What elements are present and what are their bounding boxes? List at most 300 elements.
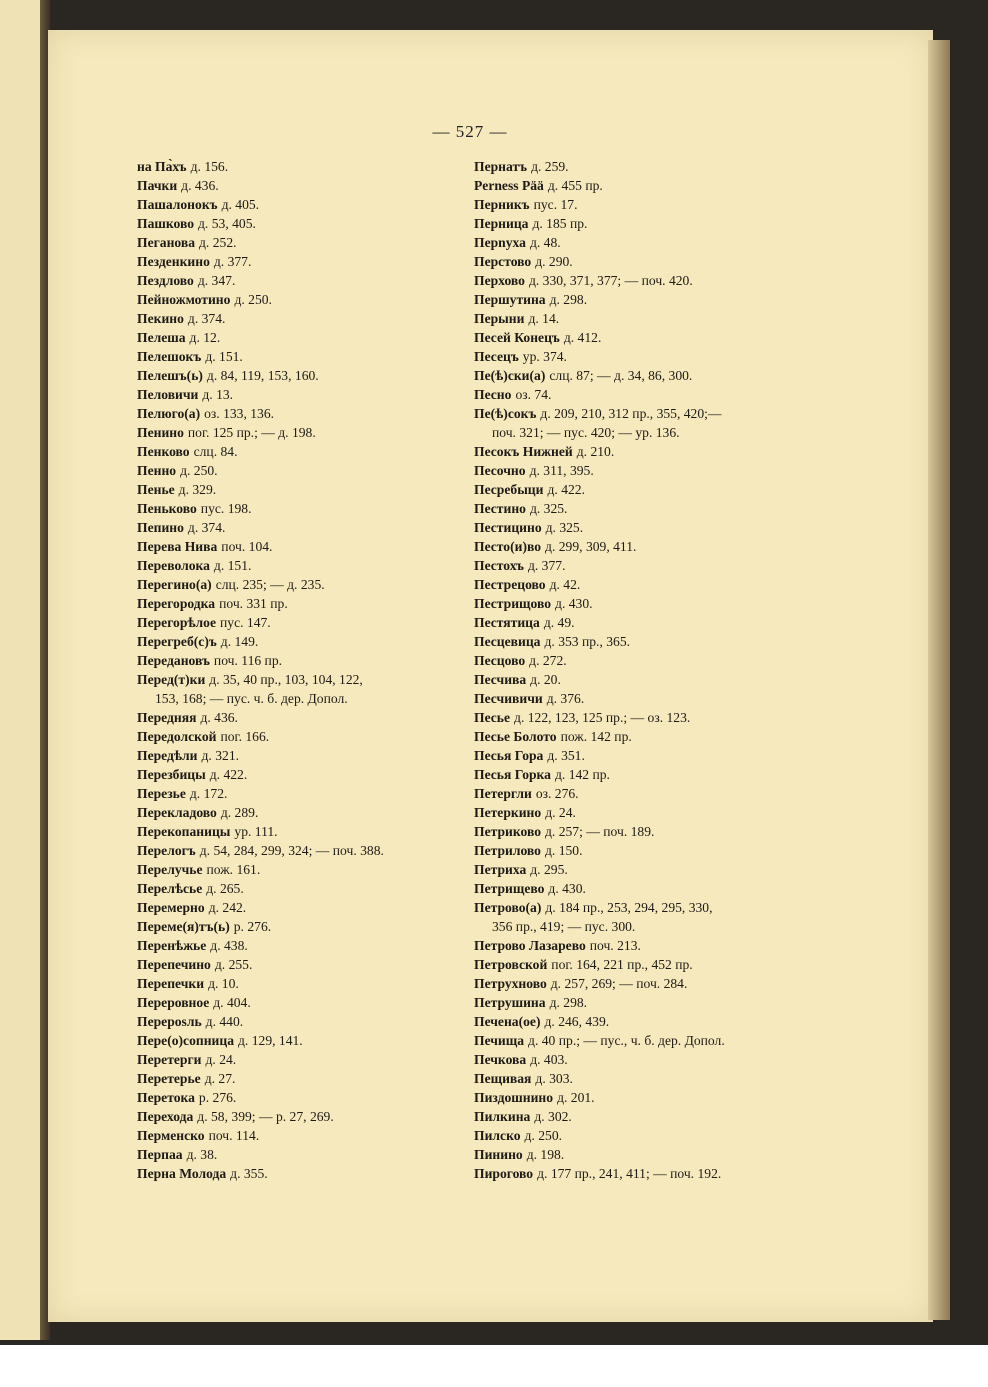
- index-entry: [137, 404, 467, 423]
- entry-reference: д. 422.: [209, 767, 248, 782]
- index-entry: [474, 499, 804, 518]
- entry-name: Перепечино: [137, 957, 211, 972]
- index-entry: [474, 670, 804, 689]
- entry-reference: д. 377.: [213, 254, 252, 269]
- index-entry: [474, 214, 804, 233]
- entry-reference: поч. 104.: [221, 539, 273, 554]
- index-column-right: [474, 157, 804, 1183]
- entry-reference: д. 290.: [535, 254, 573, 269]
- entry-reference: д. 347.: [197, 273, 236, 288]
- index-entry: [474, 556, 804, 575]
- index-entry: [137, 993, 467, 1012]
- entry-name: Петеркино: [474, 805, 542, 820]
- entry-name: Перерosль: [137, 1014, 202, 1029]
- entry-name: Пиздошнино: [474, 1090, 554, 1105]
- index-entry: [137, 1031, 467, 1050]
- index-entry: [137, 195, 467, 214]
- index-entry: [137, 385, 467, 404]
- entry-reference: д. 84, 119, 153, 160.: [206, 368, 319, 383]
- entry-name: Петровской: [474, 957, 548, 972]
- index-entry: [474, 1050, 804, 1069]
- entry-reference: д. 265.: [206, 881, 244, 896]
- index-entry: [474, 480, 804, 499]
- entry-reference: д. 377.: [527, 558, 566, 573]
- index-entry: [474, 1088, 804, 1107]
- index-entry: [137, 670, 467, 689]
- entry-reference: д. 53, 405.: [198, 216, 256, 231]
- entry-reference: д. 210.: [576, 444, 615, 459]
- index-entry: [137, 613, 467, 632]
- entry-name: Пейножмотино: [137, 292, 231, 307]
- entry-name: Перекладово: [137, 805, 217, 820]
- index-entry: [137, 708, 467, 727]
- entry-name: Пелешокъ: [137, 349, 202, 364]
- entry-reference: д. 177 пр., 241, 411; — поч. 192.: [537, 1166, 722, 1181]
- entry-name: Перегорѣлое: [137, 615, 217, 630]
- index-entry: [137, 271, 467, 290]
- entry-name: Perness Pää: [474, 178, 544, 193]
- entry-reference: д. 438.: [210, 938, 248, 953]
- index-entry: [137, 252, 467, 271]
- index-entry: [137, 556, 467, 575]
- index-entry: [474, 727, 804, 746]
- entry-reference: оз. 133, 136.: [204, 406, 275, 421]
- entry-reference: д. 412.: [563, 330, 602, 345]
- index-entry: [137, 841, 467, 860]
- entry-reference: д. 42.: [549, 577, 581, 592]
- entry-name: Песья Горка: [474, 767, 551, 782]
- entry-name: Песребыци: [474, 482, 544, 497]
- entry-reference: д. 289.: [220, 805, 259, 820]
- entry-reference: поч. 331 пр.: [219, 596, 288, 611]
- entry-name: Перед(т)ки: [137, 672, 206, 687]
- index-entry: [474, 898, 804, 917]
- entry-name: Пестицино: [474, 520, 542, 535]
- index-entry: [474, 594, 804, 613]
- entry-reference: д. 298.: [549, 995, 588, 1010]
- entry-reference: д. 246, 439.: [544, 1014, 610, 1029]
- entry-reference: д. 455 пр.: [547, 178, 603, 193]
- entry-name: Перенѣжье: [137, 938, 207, 953]
- entry-reference: д. 311, 395.: [529, 463, 594, 478]
- entry-reference: д. 272.: [529, 653, 567, 668]
- entry-reference: д. 302.: [534, 1109, 572, 1124]
- page-stack-edge: [928, 40, 950, 1320]
- entry-reference: д. 376.: [546, 691, 585, 706]
- entry-reference: д. 440.: [205, 1014, 244, 1029]
- index-entry: [474, 632, 804, 651]
- entry-continuation: 356 пр., 419; — пус. 300.: [492, 919, 636, 934]
- index-entry: [137, 632, 467, 651]
- entry-reference: д. 299, 309, 411.: [545, 539, 637, 554]
- index-entry: [137, 1164, 467, 1183]
- index-entry: [137, 1012, 467, 1031]
- entry-reference: поч. 213.: [589, 938, 641, 953]
- entry-reference: д. 40 пр.; — пус., ч. б. дер. Допол.: [528, 1033, 725, 1048]
- index-entry: [137, 499, 467, 518]
- entry-reference: д. 405.: [221, 197, 260, 212]
- entry-name: Пенье: [137, 482, 175, 497]
- entry-reference: слц. 235; — д. 235.: [215, 577, 325, 592]
- entry-reference: д. 321.: [201, 748, 240, 763]
- entry-reference: слц. 87; — д. 34, 86, 300.: [549, 368, 693, 383]
- entry-name: Перпаа: [137, 1147, 183, 1162]
- entry-name: Пелюго(а): [137, 406, 201, 421]
- entry-name: Передѣли: [137, 748, 198, 763]
- entry-reference: д. 330, 371, 377; — поч. 420.: [528, 273, 693, 288]
- entry-reference: д. 12.: [189, 330, 221, 345]
- entry-reference: д. 49.: [543, 615, 575, 630]
- entry-name: Перыни: [474, 311, 525, 326]
- entry-reference: пус. 198.: [200, 501, 252, 516]
- entry-name: Перемерно: [137, 900, 205, 915]
- entry-reference: д. 298.: [549, 292, 588, 307]
- entry-name: Песчивичи: [474, 691, 543, 706]
- entry-name: Пелешъ(ь): [137, 368, 203, 383]
- index-entry: [474, 1126, 804, 1145]
- entry-reference: оз. 74.: [515, 387, 552, 402]
- index-entry: [474, 784, 804, 803]
- entry-name: Петрово Лазарево: [474, 938, 586, 953]
- entry-name: Песей Конецъ: [474, 330, 560, 345]
- entry-name: Пернатъ: [474, 159, 528, 174]
- index-entry: [474, 613, 804, 632]
- index-entry: [474, 974, 804, 993]
- entry-reference: д. 257; — поч. 189.: [545, 824, 655, 839]
- entry-name: Пеганова: [137, 235, 196, 250]
- entry-name: Пе(ѣ)сокъ: [474, 406, 537, 421]
- entry-reference: слц. 84.: [193, 444, 238, 459]
- index-entry: [474, 1145, 804, 1164]
- index-entry: [137, 423, 467, 442]
- entry-name: Пашково: [137, 216, 195, 231]
- index-entry: [137, 176, 467, 195]
- entry-name: Песочно: [474, 463, 526, 478]
- index-entry: [474, 955, 804, 974]
- index-entry: [474, 385, 804, 404]
- entry-continuation: 153, 168; — пус. ч. б. дер. Допол.: [155, 691, 348, 706]
- entry-name: Перева Нива: [137, 539, 218, 554]
- entry-reference: д. 374.: [187, 311, 226, 326]
- entry-reference: ур. 374.: [522, 349, 567, 364]
- entry-reference: д. 122, 123, 125 пр.; — оз. 123.: [514, 710, 691, 725]
- entry-name: Перетерье: [137, 1071, 201, 1086]
- entry-reference: д. 430.: [555, 596, 593, 611]
- index-entry: [137, 366, 467, 385]
- index-entry: [137, 1107, 467, 1126]
- index-entry: [137, 537, 467, 556]
- index-entry: [137, 898, 467, 917]
- entry-reference: д. 250.: [234, 292, 272, 307]
- entry-name: Пенково: [137, 444, 190, 459]
- entry-reference: д. 48.: [529, 235, 561, 250]
- entry-name: Передановъ: [137, 653, 210, 668]
- index-entry: [474, 518, 804, 537]
- index-entry: [474, 195, 804, 214]
- entry-reference: ур. 111.: [234, 824, 278, 839]
- entry-reference: д. 142 пр.: [554, 767, 610, 782]
- entry-name: Передняя: [137, 710, 197, 725]
- entry-name: Переме(я)тъ(ь): [137, 919, 230, 934]
- entry-name: Перезье: [137, 786, 186, 801]
- index-entry: [474, 993, 804, 1012]
- index-entry: [474, 879, 804, 898]
- index-entry: [137, 727, 467, 746]
- entry-name: Перепечки: [137, 976, 205, 991]
- entry-reference: д. 436.: [181, 178, 219, 193]
- entry-name: Перелогъ: [137, 843, 196, 858]
- index-entry: [137, 461, 467, 480]
- index-entry: [474, 252, 804, 271]
- entry-name: на Па̀хъ: [137, 159, 187, 174]
- entry-reference: д. 24.: [545, 805, 576, 820]
- entry-name: Пелеша: [137, 330, 186, 345]
- entry-reference: д. 259.: [531, 159, 569, 174]
- index-entry: [474, 1164, 804, 1183]
- entry-name: Пепино: [137, 520, 184, 535]
- index-entry: [137, 765, 467, 784]
- entry-name: Перегородка: [137, 596, 216, 611]
- index-entry: [474, 689, 804, 708]
- entry-name: Перезбицы: [137, 767, 206, 782]
- entry-name: Песно: [474, 387, 512, 402]
- entry-name: Пеловичи: [137, 387, 199, 402]
- index-entry: [137, 290, 467, 309]
- entry-name: Передолской: [137, 729, 217, 744]
- index-entry: [137, 1126, 467, 1145]
- entry-name: Пирогово: [474, 1166, 534, 1181]
- entry-name: Перелучье: [137, 862, 203, 877]
- entry-reference: д. 422.: [547, 482, 585, 497]
- index-entry: [137, 480, 467, 499]
- entry-name: Песье: [474, 710, 511, 725]
- index-entry: [137, 594, 467, 613]
- entry-reference: пож. 161.: [206, 862, 261, 877]
- index-entry: [137, 157, 467, 176]
- entry-reference: д. 325.: [545, 520, 584, 535]
- index-entry: [137, 879, 467, 898]
- index-entry: [474, 442, 804, 461]
- left-page-edge: [0, 0, 42, 1340]
- entry-name: Песчива: [474, 672, 527, 687]
- index-entry: [474, 841, 804, 860]
- entry-reference: р. 276.: [198, 1090, 237, 1105]
- entry-name: Песья Гора: [474, 748, 544, 763]
- entry-reference: пож. 142 пр.: [560, 729, 632, 744]
- entry-reference: д. 250.: [524, 1128, 563, 1143]
- entry-name: Петрищево: [474, 881, 545, 896]
- entry-name: Пилско: [474, 1128, 521, 1143]
- entry-name: Переволока: [137, 558, 210, 573]
- index-entry: [474, 309, 804, 328]
- entry-name: Пестохъ: [474, 558, 524, 573]
- index-entry: [137, 746, 467, 765]
- entry-reference: д. 355.: [230, 1166, 268, 1181]
- index-entry: [137, 955, 467, 974]
- entry-name: Перегино(а): [137, 577, 212, 592]
- index-entry: [474, 290, 804, 309]
- index-entry: [474, 404, 804, 423]
- index-entry: [137, 1145, 467, 1164]
- entry-reference: д. 404.: [213, 995, 251, 1010]
- entry-reference: д. 24.: [205, 1052, 237, 1067]
- entry-reference: д. 255.: [214, 957, 253, 972]
- entry-reference: д. 172.: [189, 786, 228, 801]
- index-entry: [137, 1050, 467, 1069]
- index-entry: [474, 1069, 804, 1088]
- entry-reference: д. 403.: [530, 1052, 568, 1067]
- entry-reference: д. 13.: [202, 387, 234, 402]
- entry-reference: д. 27.: [204, 1071, 236, 1086]
- entry-name: Пестрецово: [474, 577, 546, 592]
- entry-reference: д. 38.: [186, 1147, 218, 1162]
- entry-name: Песцевица: [474, 634, 541, 649]
- entry-reference: р. 276.: [233, 919, 272, 934]
- entry-name: Перникъ: [474, 197, 530, 212]
- entry-reference: д. 156.: [190, 159, 229, 174]
- entry-reference: д. 198.: [526, 1147, 565, 1162]
- entry-name: Перна Молода: [137, 1166, 227, 1181]
- entry-name: Песье Болото: [474, 729, 557, 744]
- entry-name: Перстово: [474, 254, 532, 269]
- entry-reference: д. 430.: [548, 881, 586, 896]
- entry-name: Перелѣсье: [137, 881, 203, 896]
- index-entry: [137, 803, 467, 822]
- entry-reference: д. 250.: [180, 463, 218, 478]
- index-entry: [474, 461, 804, 480]
- entry-name: Петриково: [474, 824, 541, 839]
- entry-reference: д. 58, 399; — р. 27, 269.: [197, 1109, 334, 1124]
- entry-reference: д. 303.: [535, 1071, 573, 1086]
- entry-reference: д. 129, 141.: [238, 1033, 303, 1048]
- entry-name: Перnyха: [474, 235, 526, 250]
- index-entry: [474, 860, 804, 879]
- entry-reference: д. 353 пр., 365.: [544, 634, 631, 649]
- entry-name: Пестино: [474, 501, 526, 516]
- entry-reference: пог. 164, 221 пр., 452 пр.: [551, 957, 693, 972]
- entry-name: Пере(о)сопница: [137, 1033, 235, 1048]
- index-entry: [474, 1031, 804, 1050]
- entry-name: Песокъ Нижней: [474, 444, 573, 459]
- index-entry: [137, 442, 467, 461]
- entry-name: Петрово(а): [474, 900, 542, 915]
- entry-name: Пекино: [137, 311, 184, 326]
- entry-name: Пачки: [137, 178, 178, 193]
- index-entry: [137, 651, 467, 670]
- entry-reference: д. 257, 269; — поч. 284.: [550, 976, 688, 991]
- entry-name: Пенино: [137, 425, 184, 440]
- entry-reference: д. 201.: [557, 1090, 595, 1105]
- entry-reference: д. 151.: [213, 558, 252, 573]
- entry-name: Пездлово: [137, 273, 194, 288]
- entry-name: Пестятица: [474, 615, 540, 630]
- entry-reference: д. 20.: [530, 672, 561, 687]
- entry-reference: д. 150.: [544, 843, 583, 858]
- entry-reference: д. 14.: [528, 311, 560, 326]
- entry-reference: д. 149.: [220, 634, 259, 649]
- entry-reference: пус. 147.: [220, 615, 271, 630]
- entry-name: Петрилово: [474, 843, 541, 858]
- index-entry: [137, 917, 467, 936]
- entry-name: Перница: [474, 216, 529, 231]
- index-entry: [474, 347, 804, 366]
- entry-name: Петрушина: [474, 995, 546, 1010]
- entry-name: Перетерги: [137, 1052, 202, 1067]
- entry-name: Перехода: [137, 1109, 194, 1124]
- entry-name: Песецъ: [474, 349, 519, 364]
- entry-reference: пог. 125 пр.; — д. 198.: [187, 425, 316, 440]
- entry-name: Пенно: [137, 463, 177, 478]
- entry-name: Перхово: [474, 273, 525, 288]
- entry-reference: д. 35, 40 пр., 103, 104, 122,: [209, 672, 363, 687]
- entry-reference: д. 209, 210, 312 пр., 355, 420;—: [540, 406, 722, 421]
- entry-reference: д. 329.: [178, 482, 217, 497]
- index-entry: [137, 784, 467, 803]
- index-entry: [474, 366, 804, 385]
- index-entry: [137, 309, 467, 328]
- index-entry: [137, 575, 467, 594]
- index-entry: [474, 537, 804, 556]
- index-entry: [137, 518, 467, 537]
- entry-name: Печища: [474, 1033, 525, 1048]
- entry-name: Песто(и)во: [474, 539, 542, 554]
- index-entry: [474, 176, 804, 195]
- entry-continuation: поч. 321; — пус. 420; — ур. 136.: [492, 425, 680, 440]
- index-entry: [137, 974, 467, 993]
- entry-name: Переровное: [137, 995, 210, 1010]
- entry-reference: д. 351.: [547, 748, 585, 763]
- entry-reference: д. 10.: [208, 976, 239, 991]
- entry-reference: д. 185 пр.: [532, 216, 588, 231]
- entry-reference: д. 436.: [200, 710, 238, 725]
- index-entry: [474, 328, 804, 347]
- entry-name: Петергли: [474, 786, 532, 801]
- index-entry: [137, 233, 467, 252]
- entry-reference: д. 54, 284, 299, 324; — поч. 388.: [199, 843, 384, 858]
- index-entry: [137, 936, 467, 955]
- entry-name: Пеньково: [137, 501, 197, 516]
- entry-name: Пинино: [474, 1147, 523, 1162]
- index-entry: [474, 936, 804, 955]
- entry-reference: пус. 17.: [533, 197, 578, 212]
- entry-name: Пещивая: [474, 1071, 532, 1086]
- entry-name: Першутина: [474, 292, 546, 307]
- page-number: — 527 —: [432, 122, 508, 141]
- entry-name: Перетока: [137, 1090, 195, 1105]
- entry-reference: поч. 114.: [208, 1128, 260, 1143]
- entry-reference: оз. 276.: [535, 786, 579, 801]
- entry-name: Пе(ѣ)ски(а): [474, 368, 546, 383]
- index-entry: [474, 746, 804, 765]
- index-entry: [137, 1088, 467, 1107]
- index-entry: [474, 822, 804, 841]
- index-entry: [474, 575, 804, 594]
- index-entry: [474, 271, 804, 290]
- index-column-left: [137, 157, 467, 1183]
- entry-reference: пог. 166.: [220, 729, 270, 744]
- entry-reference: поч. 116 пр.: [213, 653, 283, 668]
- index-entry: [474, 233, 804, 252]
- index-entry: [137, 328, 467, 347]
- entry-name: Пезденкино: [137, 254, 210, 269]
- index-entry: [137, 1069, 467, 1088]
- entry-name: Петриха: [474, 862, 527, 877]
- entry-name: Пилкина: [474, 1109, 531, 1124]
- index-entry: [137, 860, 467, 879]
- entry-reference: д. 374.: [187, 520, 226, 535]
- entry-name: Перекопаницы: [137, 824, 231, 839]
- entry-reference: д. 295.: [530, 862, 568, 877]
